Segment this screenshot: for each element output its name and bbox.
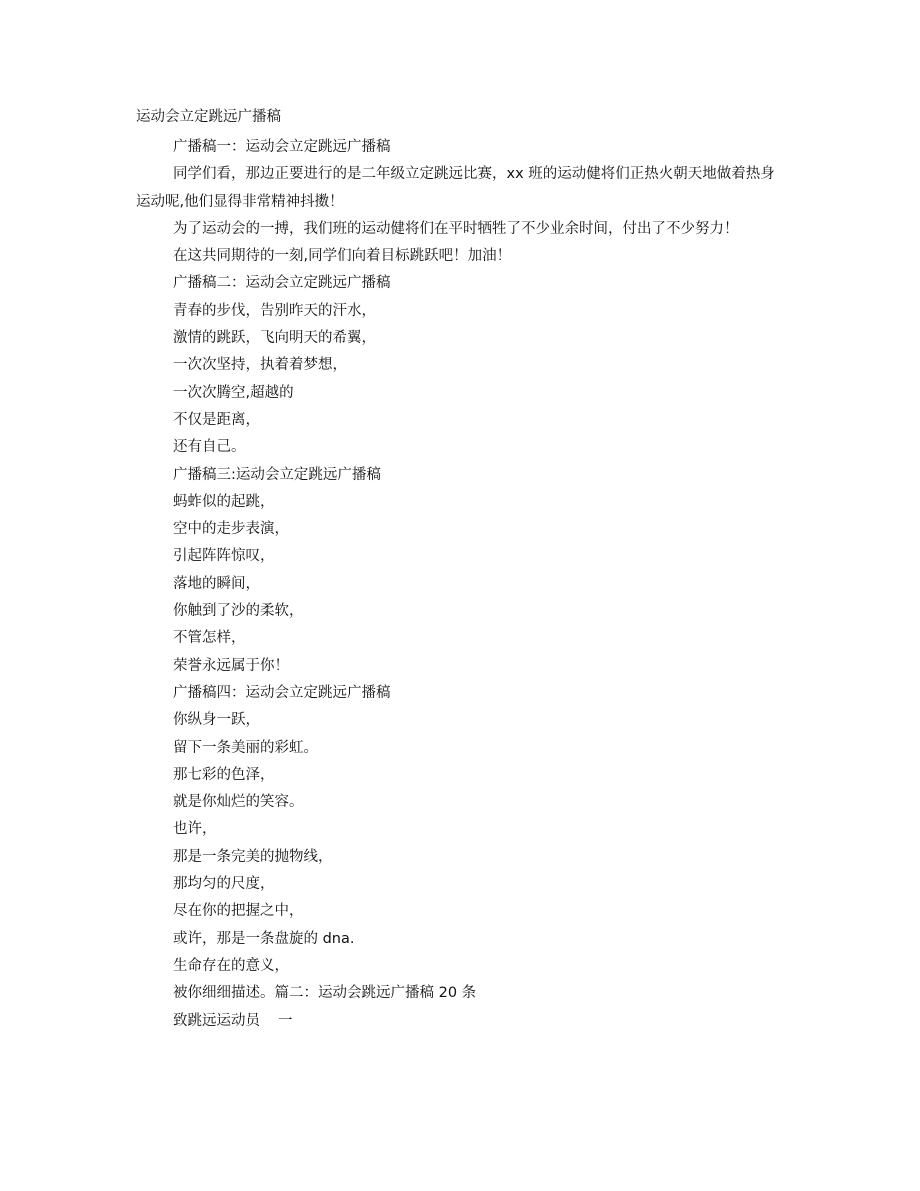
poem-line: 就是你灿烂的笑容。 (173, 794, 304, 811)
poem-line: 被你细细描述。篇二：运动会跳远广播稿 20 条 (173, 985, 477, 1002)
poem-line: 青春的步伐，告别昨天的汗水， (173, 302, 376, 319)
poem-line: 你纵身一跃， (173, 712, 260, 729)
poem-line: 还有自己。 (173, 439, 246, 456)
body-paragraph: 同学们看，那边正要进行的是二年级立定跳远比赛，xx 班的运动健将们正热火朝天地做着热身运动呢,他们显得非常精神抖擞！ (136, 166, 775, 210)
closing-text: 致跳远运动员 (173, 1012, 260, 1029)
poem-line: 那均匀的尺度， (173, 876, 275, 893)
body-paragraph: 为了运动会的一搏，我们班的运动健将们在平时牺牲了不少业余时间，付出了不少努力！ (173, 220, 739, 237)
poem-line: 一次次腾空,超越的 (173, 384, 294, 401)
closing-mark: 一 (278, 1012, 293, 1029)
body-paragraph: 在这共同期待的一刻,同学们向着目标跳跃吧！加油！ (173, 248, 512, 265)
poem-line: 那七彩的色泽， (173, 766, 275, 783)
poem-line: 荣誉永远属于你！ (173, 657, 289, 674)
poem-line: 你触到了沙的柔软， (173, 603, 304, 620)
poem-line: 不仅是距离， (173, 411, 260, 428)
poem-line: 激情的跳跃，飞向明天的希翼， (173, 330, 376, 347)
section-heading: 广播稿二：运动会立定跳远广播稿 (173, 275, 391, 292)
poem-line: 一次次坚持，执着着梦想， (173, 357, 347, 374)
poem-line: 不管怎样， (173, 630, 246, 647)
closing-line (136, 1008, 786, 1035)
poem-line: 引起阵阵惊叹， (173, 548, 275, 565)
document-body (136, 134, 786, 1035)
section-heading: 广播稿三:运动会立定跳远广播稿 (173, 466, 381, 483)
section-heading: 广播稿一：运动会立定跳远广播稿 (173, 139, 391, 155)
poem-line: 落地的瞬间， (173, 575, 260, 592)
poem-line: 也许， (173, 821, 217, 838)
poem-line: 蚂蚱似的起跳， (173, 493, 275, 510)
poem-line: 或许，那是一条盘旋的 dna. (173, 930, 355, 947)
poem-line: 空中的走步表演， (173, 521, 289, 538)
document-title: 运动会立定跳远广播稿 (136, 109, 281, 125)
poem-line: 尽在你的把握之中， (173, 903, 304, 920)
poem-line: 那是一条完美的抛物线， (173, 848, 333, 865)
poem-line: 留下一条美丽的彩虹。 (173, 739, 318, 756)
section-heading: 广播稿四：运动会立定跳远广播稿 (173, 684, 391, 701)
poem-line: 生命存在的意义， (173, 957, 289, 974)
